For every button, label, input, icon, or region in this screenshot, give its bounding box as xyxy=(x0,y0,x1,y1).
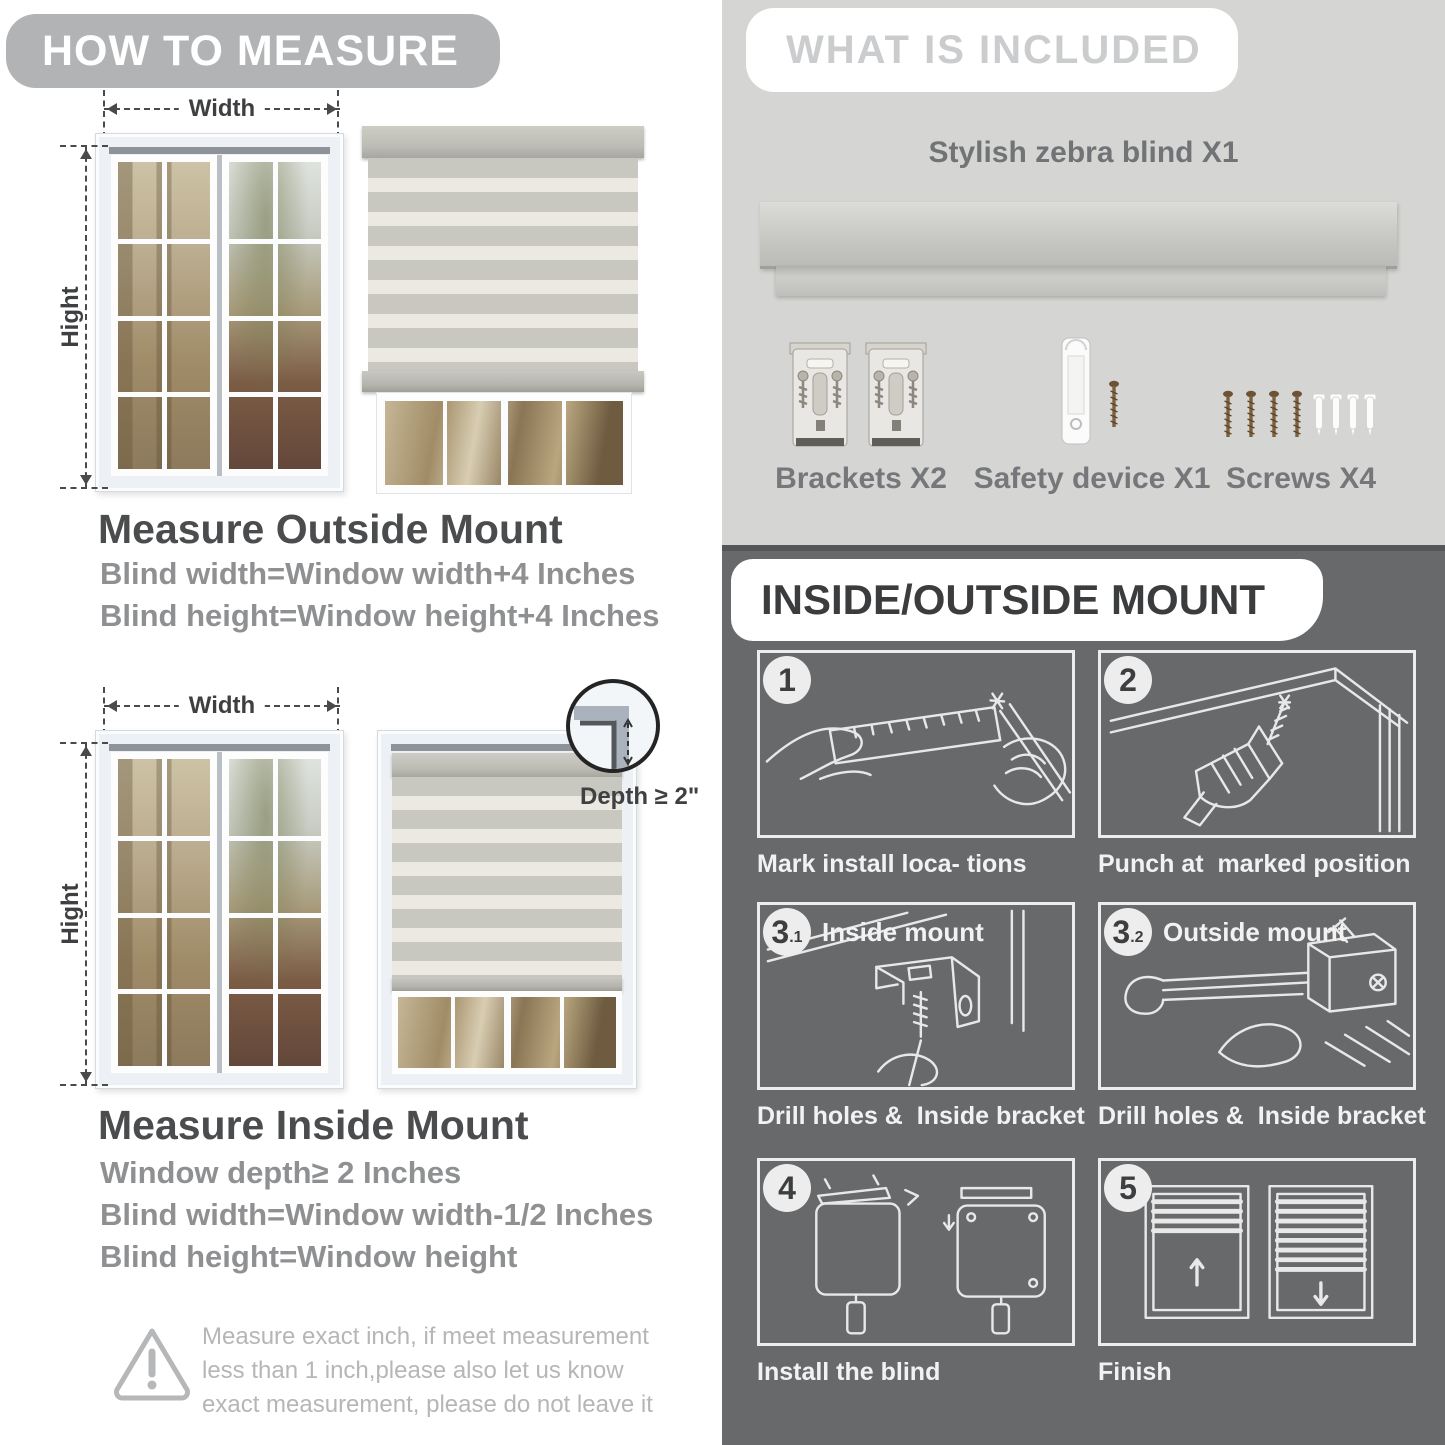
window-casements xyxy=(111,752,328,1073)
window-photo-inside xyxy=(95,730,344,1089)
measure-tick xyxy=(103,687,105,735)
step-1 xyxy=(757,650,1075,879)
zebra-blind-outside-image xyxy=(362,126,644,492)
right-column xyxy=(722,0,1445,1445)
screw-icon xyxy=(1222,390,1234,442)
measure-tick xyxy=(103,90,105,138)
inside-mount-title: Measure Inside Mount xyxy=(98,1102,529,1148)
window-panes xyxy=(229,759,321,1066)
brackets-label: Brackets X2 xyxy=(775,462,947,495)
screw-icon xyxy=(1291,390,1303,442)
anchor-icon xyxy=(1363,392,1377,440)
window-top-strip xyxy=(109,744,330,751)
safety-device-label: Safety device X1 xyxy=(973,462,1211,495)
bracket-icon xyxy=(864,340,928,458)
step-3-1 xyxy=(757,902,1085,1131)
anchor-icon xyxy=(1312,392,1326,440)
casement-right xyxy=(222,752,328,1073)
window-panes xyxy=(385,401,623,485)
window-photo-outside xyxy=(95,133,344,492)
measure-tick xyxy=(337,90,339,138)
what-is-included-section xyxy=(722,0,1445,545)
safety-device-icon xyxy=(1060,336,1092,446)
blind-bottom-rail xyxy=(392,977,622,991)
height-arrow-inside xyxy=(57,743,87,1085)
anchor-icon xyxy=(1329,392,1343,440)
step-badge: 3 .2 xyxy=(1104,908,1152,956)
blind-bottom-rail xyxy=(362,371,644,392)
width-arrow-inside xyxy=(104,692,340,719)
step-badge: 4 xyxy=(763,1164,811,1212)
warning-icon xyxy=(110,1324,194,1402)
how-to-measure-header: HOW TO MEASURE xyxy=(6,14,500,88)
measure-tick xyxy=(60,1084,108,1086)
inside-formula-depth: Window depth≥ 2 Inches xyxy=(100,1155,462,1190)
outside-mount-title: Measure Outside Mount xyxy=(98,506,563,552)
step-caption: Drill holes & Inside bracket xyxy=(1098,1102,1426,1130)
bracket-icon xyxy=(788,340,852,458)
step-2-panel xyxy=(1098,650,1416,838)
depth-magnifier-icon xyxy=(566,679,660,773)
height-label: Hight xyxy=(57,278,85,355)
window-panes xyxy=(229,162,321,469)
what-is-included-header: WHAT IS INCLUDED xyxy=(746,8,1238,92)
step-4 xyxy=(757,1158,1075,1387)
blind-fabric xyxy=(368,158,638,371)
measure-tick xyxy=(60,145,108,147)
window-panes xyxy=(398,997,616,1068)
casement-left xyxy=(111,752,217,1073)
step-3-2-panel xyxy=(1098,902,1416,1090)
step-caption: Finish xyxy=(1098,1358,1172,1386)
step-panel-title: Inside mount xyxy=(822,917,984,947)
product-label: Stylish zebra blind X1 xyxy=(928,136,1239,169)
window-top-strip xyxy=(109,147,330,154)
casement-left xyxy=(111,155,217,476)
step-caption: Punch at marked position xyxy=(1098,850,1411,878)
measure-tick xyxy=(60,487,108,489)
height-label: Hight xyxy=(57,875,85,952)
width-label: Width xyxy=(179,95,265,123)
screws-label: Screws X4 xyxy=(1225,462,1377,495)
depth-label: Depth ≥ 2" xyxy=(580,783,700,810)
mount-header: INSIDE/OUTSIDE MOUNT xyxy=(731,559,1323,641)
step-4-panel xyxy=(757,1158,1075,1346)
step-badge: 5 xyxy=(1104,1164,1152,1212)
step-5-panel xyxy=(1098,1158,1416,1346)
headrail-image xyxy=(760,202,1397,269)
screw-icon xyxy=(1245,390,1257,442)
window-panes xyxy=(118,162,210,469)
step-5 xyxy=(1098,1158,1416,1387)
window-panes xyxy=(118,759,210,1066)
inside-outside-mount-section xyxy=(722,545,1445,1445)
step-badge: 2 xyxy=(1104,656,1152,704)
step-badge: 1 xyxy=(763,656,811,704)
height-arrow-outside xyxy=(57,146,87,488)
window-bottom-part xyxy=(392,991,622,1074)
step-caption: Install the blind xyxy=(757,1358,941,1386)
arrow-right-icon xyxy=(327,103,343,115)
arrow-right-icon xyxy=(327,700,343,712)
step-panel-title: Outside mount xyxy=(1163,917,1347,947)
step-2 xyxy=(1098,650,1416,879)
inside-formula-height: Blind height=Window height xyxy=(100,1239,518,1274)
window-casements xyxy=(111,155,328,476)
width-label: Width xyxy=(179,692,265,720)
step-3-2 xyxy=(1098,902,1426,1131)
width-arrow-outside xyxy=(104,95,340,122)
inside-formula-width: Blind width=Window width-1/2 Inches xyxy=(100,1197,654,1232)
window-bottom-part xyxy=(376,392,632,494)
section-divider xyxy=(722,545,1445,551)
step-caption: Drill holes & Inside bracket xyxy=(757,1102,1085,1130)
step-1-panel xyxy=(757,650,1075,838)
outside-formula-height: Blind height=Window height+4 Inches xyxy=(100,598,660,633)
screw-icon xyxy=(1268,390,1280,442)
screw-icon xyxy=(1108,380,1120,432)
anchor-icon xyxy=(1346,392,1360,440)
casement-right xyxy=(222,155,328,476)
step-badge: 3 .1 xyxy=(763,908,811,956)
outside-formula-width: Blind width=Window width+4 Inches xyxy=(100,556,636,591)
step-caption: Mark install loca- tions xyxy=(757,850,1027,878)
step-3-1-panel xyxy=(757,902,1075,1090)
warning-text: Measure exact inch, if meet measurement less than 1 inch,please also let us know exact measurement, please do not leave it xyxy=(202,1323,653,1418)
measure-tick xyxy=(337,687,339,735)
blind-cassette xyxy=(362,126,644,158)
headrail-lip-image xyxy=(776,266,1386,296)
measure-tick xyxy=(60,742,108,744)
how-to-measure-section xyxy=(0,0,722,1445)
